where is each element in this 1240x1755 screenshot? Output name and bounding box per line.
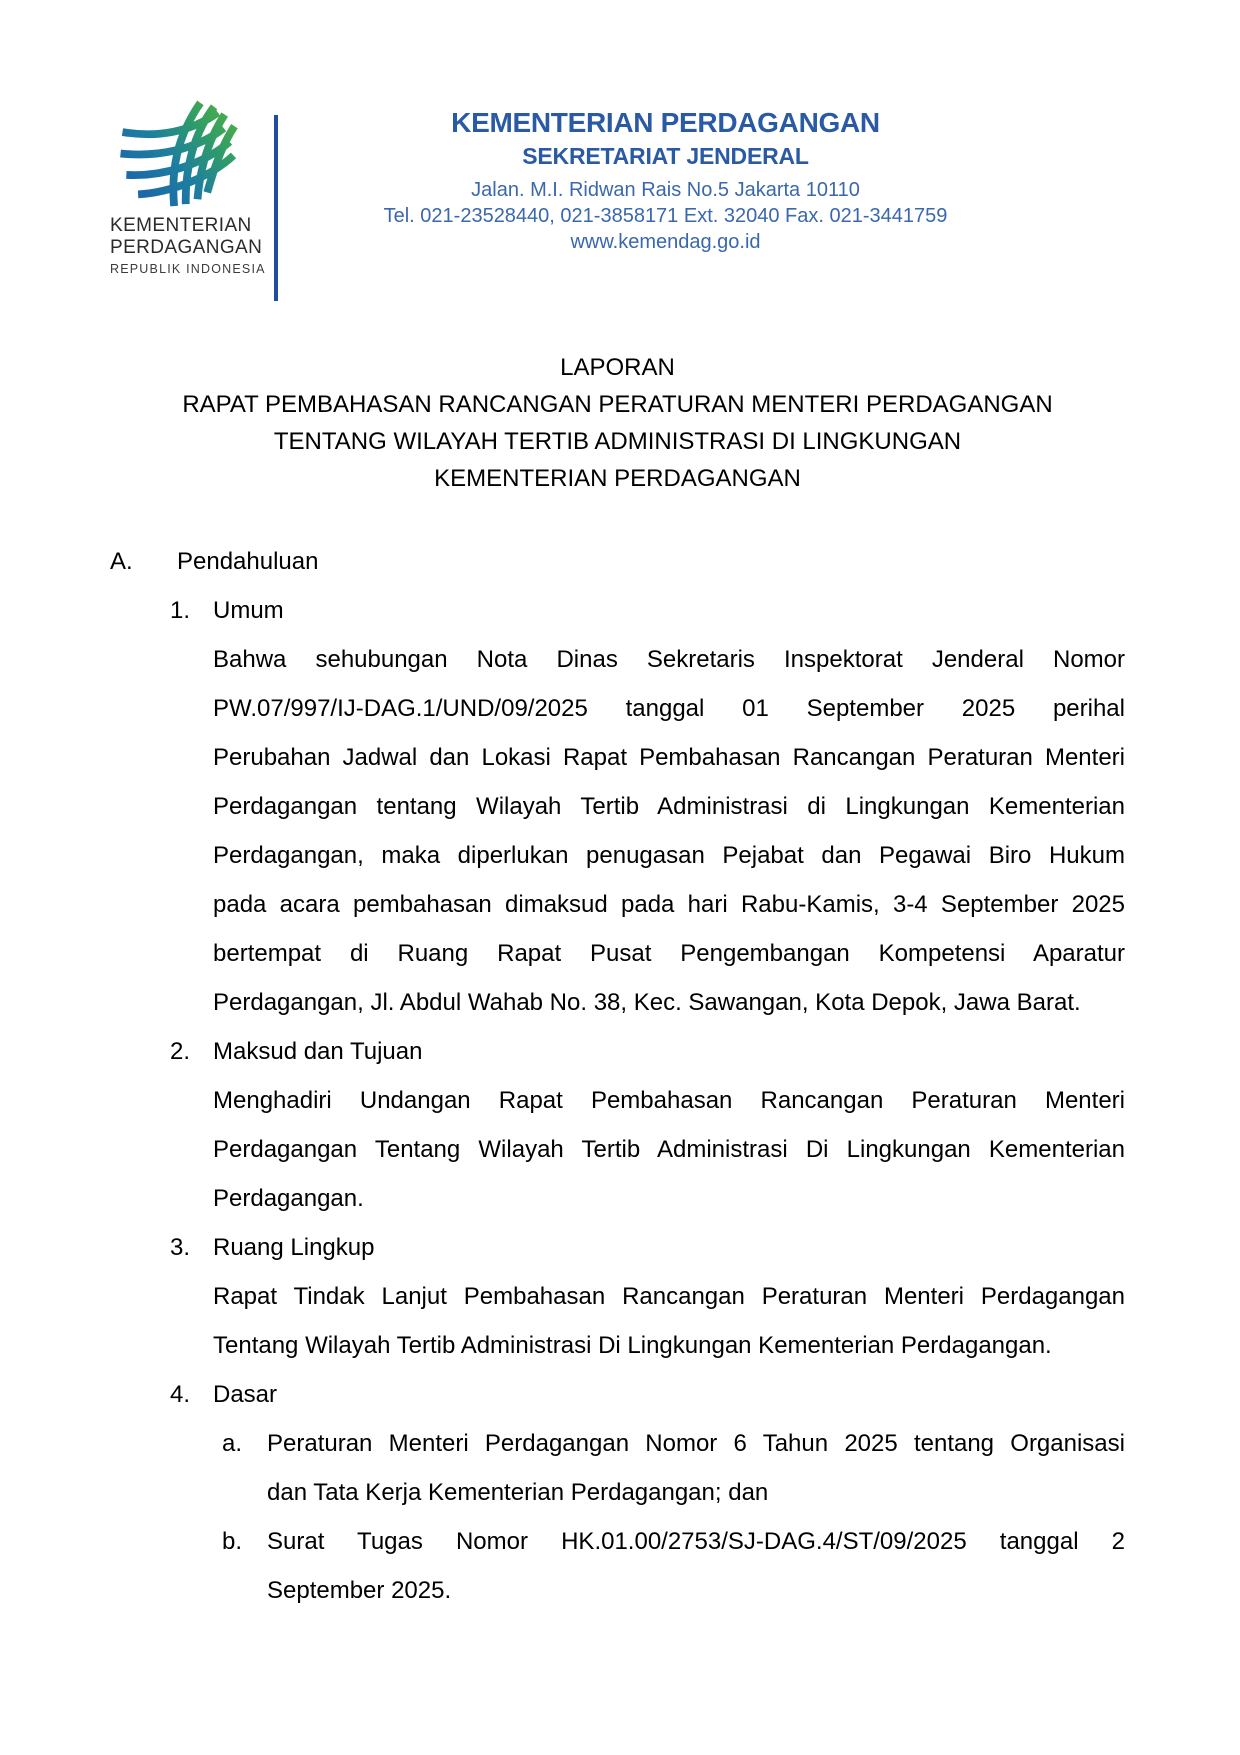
item-marker: 4. bbox=[170, 1381, 191, 1408]
paragraph-line: Perubahan Jadwal dan Lokasi Rapat Pembahasan Rancangan Peraturan Menteri bbox=[213, 744, 1125, 771]
item-heading: Ruang Lingkup bbox=[213, 1234, 375, 1261]
paragraph-line: Rapat Tindak Lanjut Pembahasan Rancangan Peraturan Menteri Perdagangan bbox=[213, 1283, 1125, 1310]
paragraph-dasar-b bbox=[267, 1517, 1125, 1615]
unit-name: SEKRETARIAT JENDERAL bbox=[522, 143, 809, 169]
address-line: Jalan. M.I. Ridwan Rais No.5 Jakarta 10110 bbox=[471, 179, 860, 201]
item-marker: 1. bbox=[170, 597, 191, 624]
section-marker: A. bbox=[110, 548, 133, 575]
item-heading-row bbox=[110, 1027, 1125, 1076]
letterhead bbox=[110, 95, 1125, 301]
logo-block bbox=[110, 95, 266, 276]
paragraph-line: Perdagangan Tentang Wilayah Tertib Administrasi Di Lingkungan Kementerian bbox=[213, 1136, 1125, 1163]
title-line: KEMENTERIAN PERDAGANGAN bbox=[434, 465, 801, 492]
paragraph-maksud bbox=[213, 1076, 1125, 1223]
section-heading-row bbox=[110, 537, 1125, 586]
item-heading-row bbox=[110, 586, 1125, 635]
subitem-marker: b. bbox=[222, 1528, 243, 1555]
paragraph-line: dan Tata Kerja Kementerian Perdagangan; dan bbox=[267, 1479, 769, 1506]
paragraph-dasar-a bbox=[267, 1419, 1125, 1517]
phone-line: Tel. 021-23528440, 021-3858171 Ext. 32040 Fax. 021-3441759 bbox=[383, 205, 948, 227]
letterhead-text bbox=[278, 95, 1125, 255]
section-heading: Pendahuluan bbox=[177, 548, 319, 575]
ministry-name: KEMENTERIAN PERDAGANGAN bbox=[451, 107, 880, 138]
paragraph-line: Menghadiri Undangan Rapat Pembahasan Rancangan Peraturan Menteri bbox=[213, 1087, 1125, 1114]
website-line: www.kemendag.go.id bbox=[570, 231, 761, 253]
title-line: RAPAT PEMBAHASAN RANCANGAN PERATURAN MENTERI PERDAGANGAN bbox=[182, 391, 1053, 418]
paragraph-line: Perdagangan, maka diperlukan penugasan Pejabat dan Pegawai Biro Hukum bbox=[213, 842, 1125, 869]
paragraph-ruang-lingkup bbox=[213, 1272, 1125, 1370]
item-heading: Umum bbox=[213, 597, 284, 624]
paragraph-line: Surat Tugas Nomor HK.01.00/2753/SJ-DAG.4/ST/09/2025 tanggal 2 bbox=[267, 1528, 1125, 1555]
paragraph-line: Bahwa sehubungan Nota Dinas Sekretaris Inspektorat Jenderal Nomor bbox=[213, 646, 1125, 673]
item-heading-row bbox=[110, 1223, 1125, 1272]
paragraph-line: Perdagangan, Jl. Abdul Wahab No. 38, Kec. Sawangan, Kota Depok, Jawa Barat. bbox=[213, 989, 1081, 1016]
logo-org-line2: PERDAGANGAN bbox=[110, 237, 263, 258]
paragraph-line: PW.07/997/IJ-DAG.1/UND/09/2025 tanggal 01 September 2025 perihal bbox=[213, 695, 1125, 722]
title-line: TENTANG WILAYAH TERTIB ADMINISTRASI DI LINGKUNGAN bbox=[273, 428, 962, 455]
paragraph-line: Tentang Wilayah Tertib Administrasi Di Lingkungan Kementerian Perdagangan. bbox=[213, 1332, 1052, 1359]
document-body bbox=[110, 537, 1125, 1615]
kemendag-logo-icon bbox=[114, 97, 242, 209]
document-title bbox=[110, 349, 1125, 497]
paragraph-line: September 2025. bbox=[267, 1577, 452, 1604]
paragraph-line: Perdagangan tentang Wilayah Tertib Administrasi di Lingkungan Kementerian bbox=[213, 793, 1125, 820]
logo-org-line3: REPUBLIK INDONESIA bbox=[110, 262, 266, 276]
item-heading-row bbox=[110, 1370, 1125, 1419]
paragraph-line: pada acara pembahasan dimaksud pada hari Rabu-Kamis, 3-4 September 2025 bbox=[213, 891, 1125, 918]
subitem-marker: a. bbox=[222, 1430, 243, 1457]
paragraph-line: Perdagangan. bbox=[213, 1185, 364, 1212]
paragraph-line: bertempat di Ruang Rapat Pusat Pengembangan Kompetensi Aparatur bbox=[213, 940, 1125, 967]
item-heading: Maksud dan Tujuan bbox=[213, 1038, 423, 1065]
subitem-row bbox=[110, 1517, 1125, 1615]
item-marker: 2. bbox=[170, 1038, 191, 1065]
item-heading: Dasar bbox=[213, 1381, 278, 1408]
title-line: LAPORAN bbox=[560, 354, 675, 381]
item-marker: 3. bbox=[170, 1234, 191, 1261]
paragraph-umum bbox=[213, 635, 1125, 1027]
paragraph-line: Peraturan Menteri Perdagangan Nomor 6 Tahun 2025 tentang Organisasi bbox=[267, 1430, 1125, 1457]
subitem-row bbox=[110, 1419, 1125, 1517]
logo-org-line1: KEMENTERIAN bbox=[110, 215, 252, 236]
